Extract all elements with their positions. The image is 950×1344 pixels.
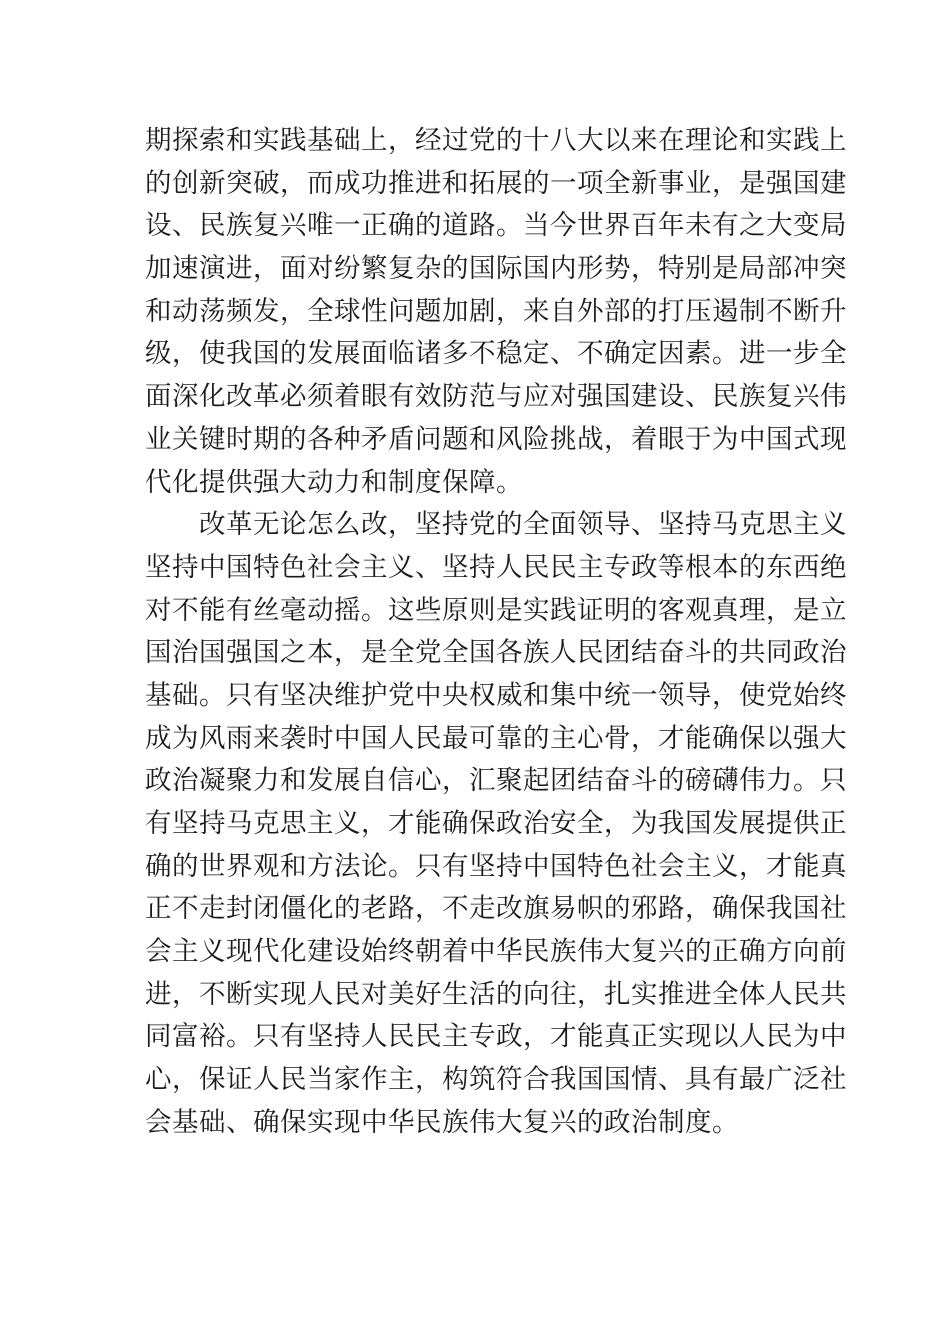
document-body [145, 120, 847, 1145]
text-line: 政治凝聚力和发展自信心，汇聚起团结奋斗的磅礴伟力。只 [145, 765, 847, 797]
text-line: 改革无论怎么改，坚持党的全面领导、坚持马克思主义 [145, 509, 847, 541]
text-line: 对不能有丝毫动摇。这些原则是实践证明的客观真理，是立 [145, 594, 847, 626]
text-line: 会基础、确保实现中华民族伟大复兴的政治制度。 [145, 1106, 739, 1138]
paragraph-2 [145, 504, 847, 1144]
text-line: 设、民族复兴唯一正确的道路。当今世界百年未有之大变局 [145, 210, 847, 242]
text-line: 期探索和实践基础上，经过党的十八大以来在理论和实践上 [145, 125, 847, 156]
text-line: 加速演进，面对纷繁复杂的国际国内形势，特别是局部冲突 [145, 253, 847, 285]
text-line: 进，不断实现人民对美好生活的向往，扎实推进全体人民共 [145, 978, 847, 1010]
text-line: 的创新突破，而成功推进和拓展的一项全新事业，是强国建 [145, 167, 847, 199]
text-line: 有坚持马克思主义，才能确保政治安全，为我国发展提供正 [145, 808, 847, 839]
paragraph-1 [145, 120, 847, 504]
text-line: 代化提供强大动力和制度保障。 [145, 466, 523, 498]
text-line: 确的世界观和方法论。只有坚持中国特色社会主义，才能真 [145, 850, 847, 882]
text-line: 基础。只有坚决维护党中央权威和集中统一领导，使党始终 [145, 679, 847, 711]
text-line: 心，保证人民当家作主，构筑符合我国国情、具有最广泛社 [145, 1064, 847, 1096]
text-line: 业关键时期的各种矛盾问题和风险挑战，着眼于为中国式现 [145, 423, 847, 455]
text-line: 会主义现代化建设始终朝着中华民族伟大复兴的正确方向前 [145, 936, 847, 968]
text-line: 成为风雨来袭时中国人民最可靠的主心骨，才能确保以强大 [145, 722, 847, 754]
text-line: 和动荡频发，全球性问题加剧，来自外部的打压遏制不断升 [145, 295, 847, 327]
text-line: 同富裕。只有坚持人民民主专政，才能真正实现以人民为中 [145, 1021, 847, 1053]
text-line: 正不走封闭僵化的老路，不走改旗易帜的邪路，确保我国社 [145, 893, 847, 925]
text-line: 面深化改革必须着眼有效防范与应对强国建设、民族复兴伟 [145, 381, 847, 413]
text-line: 坚持中国特色社会主义、坚持人民民主专政等根本的东西绝 [145, 551, 847, 583]
text-line: 级，使我国的发展面临诸多不稳定、不确定因素。进一步全 [145, 338, 847, 370]
text-line: 国治国强国之本，是全党全国各族人民团结奋斗的共同政治 [145, 637, 847, 669]
